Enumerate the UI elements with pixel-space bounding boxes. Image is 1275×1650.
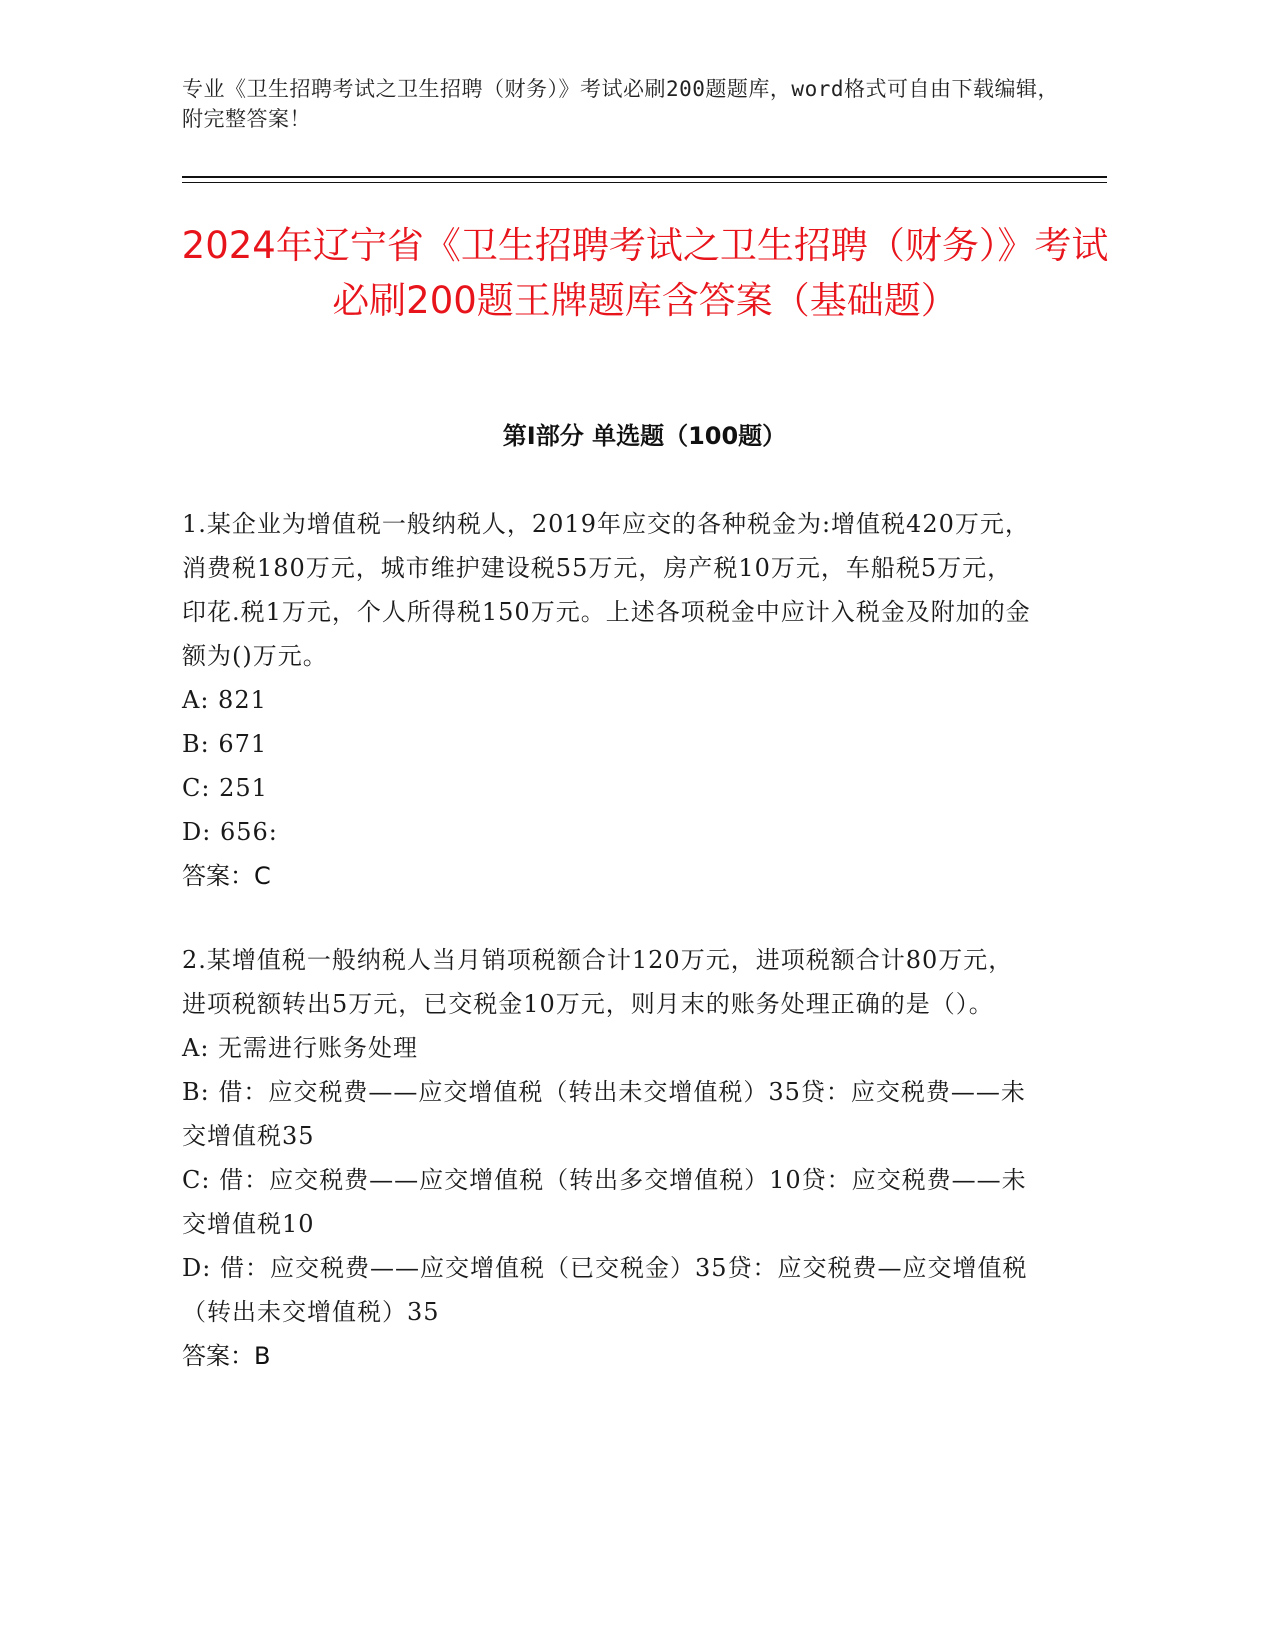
option-d: D: 656: <box>182 818 278 846</box>
answer-label: 答案：C <box>182 862 271 890</box>
question-text: 1.某企业为增值税一般纳税人，2019年应交的各种税金为:增值税420万元，消费税180万元，城市维护建设税55万元，房产税10万元，车船税5万元，印花.税1万元，个人所得税150万元。上述各项税金中应计入税金及附加的金额为()万元。 <box>182 510 1031 670</box>
question-text: 2.某增值税一般纳税人当月销项税额合计120万元，进项税额合计80万元，进项税额转出5万元，已交税金10万元，则月末的账务处理正确的是（）。 <box>182 946 1014 1018</box>
question-2 <box>182 938 1032 1378</box>
option-c: C: 借：应交税费——应交增值税（转出多交增值税）10贷：应交税费——未交增值税10 <box>182 1166 1027 1238</box>
option-b: B: 借：应交税费——应交增值税（转出未交增值税）35贷：应交税费——未交增值税35 <box>182 1078 1026 1150</box>
answer-label: 答案：B <box>182 1342 271 1370</box>
option-d: D: 借：应交税费——应交增值税（已交税金）35贷：应交税费—应交增值税（转出未交增值税）35 <box>182 1254 1028 1326</box>
option-a: A: 821 <box>182 686 267 714</box>
option-b: B: 671 <box>182 730 268 758</box>
header-divider-thin <box>182 182 1107 183</box>
option-c: C: 251 <box>182 774 268 802</box>
question-1 <box>182 502 1032 898</box>
header-note: 专业《卫生招聘考试之卫生招聘（财务）》考试必刷200题题库，word格式可自由下载编辑，附完整答案！ <box>182 77 1059 131</box>
section-title: 第Ⅰ部分 单选题（100题） <box>502 422 787 450</box>
header-divider-thick <box>182 176 1107 178</box>
option-a: A: 无需进行账务处理 <box>182 1034 419 1062</box>
document-title: 2024年辽宁省《卫生招聘考试之卫生招聘（财务）》考试必刷200题王牌题库含答案（基础题） <box>181 224 1109 322</box>
